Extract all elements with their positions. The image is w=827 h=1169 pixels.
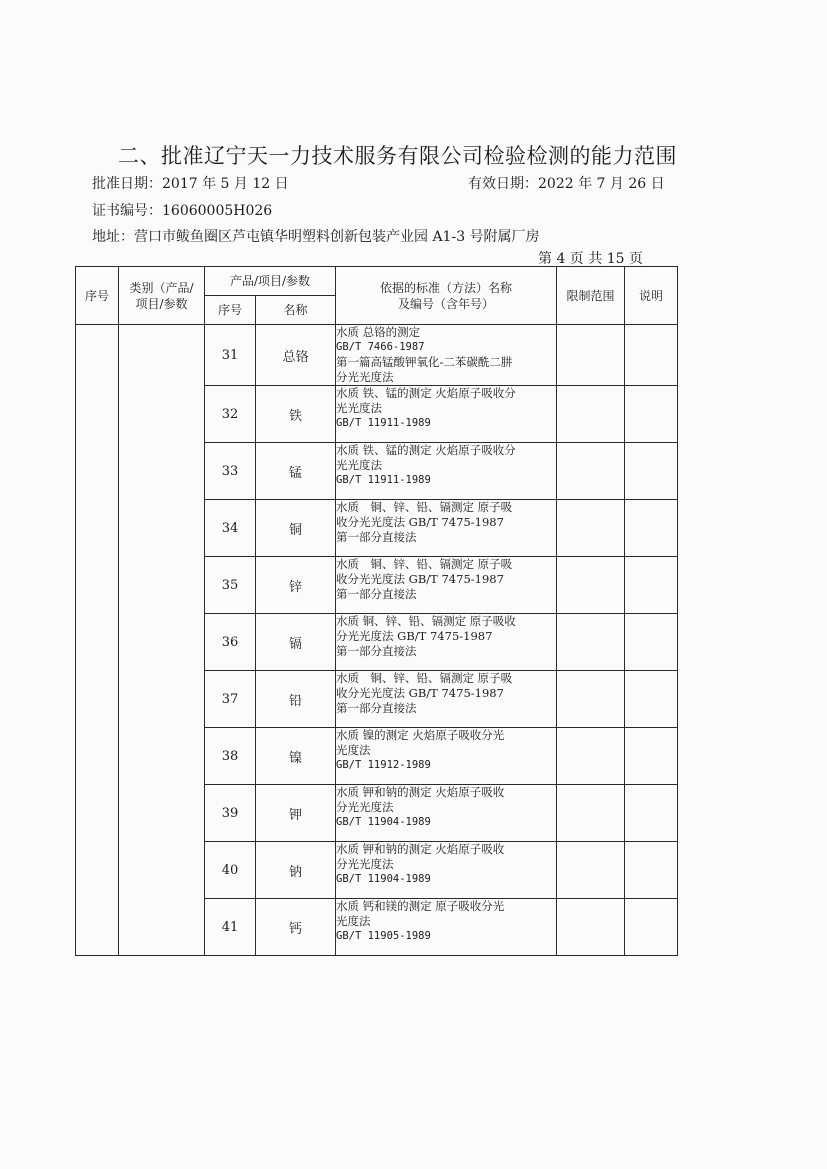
certificate-number: 证书编号：16060005H026	[92, 203, 273, 219]
header-standard-line2: 及编号（含年号）	[397, 296, 494, 311]
standard-line: GB/T 11911-1989	[336, 474, 431, 486]
standard-line: GB/T 11904-1989	[336, 873, 431, 885]
standard-line: 光度法	[336, 743, 371, 757]
item-number: 39	[205, 785, 256, 842]
limit-cell	[557, 899, 625, 956]
header-note: 说明	[625, 267, 678, 325]
limit-cell	[557, 500, 625, 557]
standard-line: 第一篇高锰酸钾氧化-二苯碳酰二肼	[336, 355, 513, 369]
header-category	[119, 267, 205, 325]
header-standard-line1: 依据的标准（方法）名称	[379, 280, 512, 295]
standard-line: 第一部分直接法	[336, 530, 417, 544]
item-name: 锌	[256, 557, 336, 614]
standard-line: 水质 钾和钠的测定 火焰原子吸收	[336, 785, 505, 799]
address: 地址：营口市鲅鱼圈区芦屯镇华明塑料创新包装产业园 A1-3 号附属厂房	[92, 229, 540, 245]
note-cell	[625, 500, 678, 557]
capability-table	[75, 266, 678, 956]
standard-line: 第一部分直接法	[336, 701, 417, 715]
note-cell	[625, 671, 678, 728]
item-name: 钾	[256, 785, 336, 842]
standard-line: 分光光度法	[336, 800, 394, 814]
standard-line: GB/T 11912-1989	[336, 759, 431, 771]
standard-line: 水质 钙和镁的测定 原子吸收分光	[336, 899, 505, 913]
limit-cell	[557, 728, 625, 785]
item-standard	[336, 842, 557, 899]
item-standard	[336, 443, 557, 500]
limit-cell	[557, 325, 625, 386]
standard-line: 水质 铜、锌、铅、镉测定 原子吸	[336, 671, 513, 685]
note-cell	[625, 728, 678, 785]
standard-line: 光光度法	[336, 401, 382, 415]
item-name: 总铬	[256, 325, 336, 386]
header-sub-name: 名称	[256, 296, 336, 325]
standard-line: 收分光光度法 GB/T 7475-1987	[336, 686, 504, 700]
item-name: 钙	[256, 899, 336, 956]
item-number: 32	[205, 386, 256, 443]
note-cell	[625, 443, 678, 500]
item-standard	[336, 899, 557, 956]
item-number: 38	[205, 728, 256, 785]
limit-cell	[557, 557, 625, 614]
note-cell	[625, 785, 678, 842]
standard-line: 水质 铁、锰的测定 火焰原子吸收分	[336, 386, 516, 400]
header-sub-seq: 序号	[205, 296, 256, 325]
item-name: 铁	[256, 386, 336, 443]
note-cell	[625, 614, 678, 671]
limit-cell	[557, 842, 625, 899]
item-number: 36	[205, 614, 256, 671]
standard-line: 分光光度法 GB/T 7475-1987	[336, 629, 493, 643]
limit-cell	[557, 443, 625, 500]
standard-line: 光度法	[336, 914, 371, 928]
standard-line: 第一部分直接法	[336, 644, 417, 658]
note-cell	[625, 325, 678, 386]
table-row	[76, 325, 678, 386]
approval-date: 批准日期：2017 年 5 月 12 日	[92, 176, 289, 192]
standard-line: 水质 钾和钠的测定 火焰原子吸收	[336, 842, 505, 856]
validity-date: 有效日期：2022 年 7 月 26 日	[468, 176, 665, 192]
standard-line: 水质 铜、锌、铅、镉测定 原子吸	[336, 500, 513, 514]
item-number: 33	[205, 443, 256, 500]
standard-line: 水质 铁、锰的测定 火焰原子吸收分	[336, 443, 516, 457]
standard-line: GB/T 11904-1989	[336, 816, 431, 828]
item-standard	[336, 386, 557, 443]
item-name: 铜	[256, 500, 336, 557]
note-cell	[625, 842, 678, 899]
item-name: 铅	[256, 671, 336, 728]
item-standard	[336, 728, 557, 785]
header-standard	[336, 267, 557, 325]
header-seq: 序号	[76, 267, 119, 325]
standard-line: 第一部分直接法	[336, 587, 417, 601]
item-name: 钠	[256, 842, 336, 899]
limit-cell	[557, 614, 625, 671]
item-number: 37	[205, 671, 256, 728]
limit-cell	[557, 671, 625, 728]
item-number: 40	[205, 842, 256, 899]
item-number: 34	[205, 500, 256, 557]
category-cell-empty	[119, 325, 205, 956]
item-number: 41	[205, 899, 256, 956]
standard-line: GB/T 11905-1989	[336, 930, 431, 942]
item-number: 35	[205, 557, 256, 614]
item-name: 镍	[256, 728, 336, 785]
seq-cell-empty	[76, 325, 119, 956]
item-number: 31	[205, 325, 256, 386]
note-cell	[625, 557, 678, 614]
standard-line: 分光光度法	[336, 857, 394, 871]
standard-line: 水质 镍的测定 火焰原子吸收分光	[336, 728, 505, 742]
table-body	[76, 325, 678, 956]
standard-line: 水质 总铬的测定	[336, 325, 421, 339]
standard-line: 收分光光度法 GB/T 7475-1987	[336, 515, 504, 529]
page-title: 二、批准辽宁天一力技术服务有限公司检验检测的能力范围	[118, 144, 677, 168]
standard-line: 水质 铜、锌、铅、镉测定 原子吸收	[336, 614, 516, 628]
item-standard	[336, 557, 557, 614]
limit-cell	[557, 386, 625, 443]
item-name: 锰	[256, 443, 336, 500]
standard-line: GB/T 11911-1989	[336, 417, 431, 429]
standard-line: GB/T 7466-1987	[336, 341, 425, 353]
standard-line: 分光光度法	[336, 370, 394, 384]
item-name: 镉	[256, 614, 336, 671]
standard-line: 水质 铜、锌、铅、镉测定 原子吸	[336, 557, 513, 571]
header-product-group: 产品/项目/参数	[205, 267, 336, 296]
page-number: 第 4 页 共 15 页	[538, 251, 643, 267]
item-standard	[336, 325, 557, 386]
item-standard	[336, 671, 557, 728]
note-cell	[625, 386, 678, 443]
item-standard	[336, 614, 557, 671]
item-standard	[336, 500, 557, 557]
standard-line: 收分光光度法 GB/T 7475-1987	[336, 572, 504, 586]
item-standard	[336, 785, 557, 842]
header-category-line1: 类别（产品/	[129, 280, 194, 295]
standard-line: 光光度法	[336, 458, 382, 472]
note-cell	[625, 899, 678, 956]
limit-cell	[557, 785, 625, 842]
header-category-line2: 项目/参数	[135, 296, 188, 311]
header-limit: 限制范围	[557, 267, 625, 325]
